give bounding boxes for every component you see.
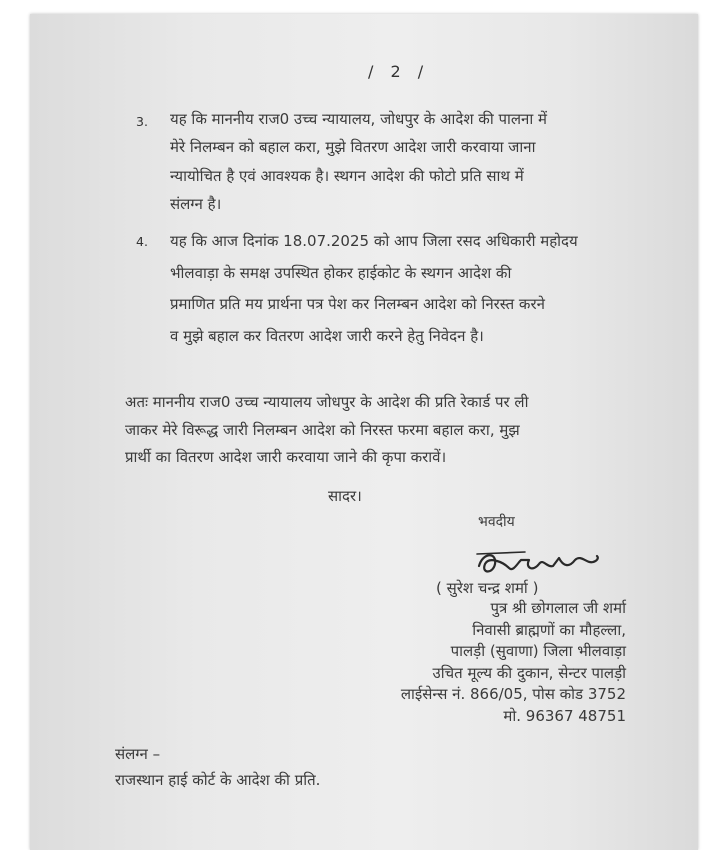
paragraph-line: प्रार्थी का वितरण आदेश जारी करवाया जाने की कृपा करावें। [125,448,447,466]
handwritten-signature [473,542,603,582]
yours-faithfully: भवदीय [478,514,515,530]
closing-text: सादर। [328,487,362,505]
point-paragraph [170,105,547,218]
point-number: 4. [136,234,148,249]
address-line: उचित मूल्य की दुकान, सेन्टर पालड़ी [432,663,626,682]
paragraph-line: अतः माननीय राज0 उच्च न्यायालय जोधपुर के आदेश की प्रति रेकार्ड पर ली [125,393,529,411]
page-number: / 2 / [368,62,430,81]
address-line: निवासी ब्राह्मणों का मौहल्ला, [472,620,626,639]
enclosure-label: संलग्न – [115,745,161,763]
signatory-address [400,598,626,727]
paragraph-line: मेरे निलम्बन को बहाल करा, मुझे वितरण आदेश जारी करवाया जाना [170,138,536,157]
address-line: पालड़ी (सुवाणा) जिला भीलवाड़ा [450,642,626,660]
paragraph-line: भीलवाड़ा के समक्ष उपस्थित होकर हाईकोट के स्थगन आदेश की [170,263,512,282]
address-line: लाईसेन्स नं. 866/05, पोस कोड 3752 [400,685,626,703]
paragraph-line: न्यायोचित है एवं आवश्यक है। स्थगन आदेश की फोटो प्रति साथ में [170,166,524,185]
conclusion-paragraph [125,389,528,472]
point-paragraph [170,226,578,352]
paragraph-line: जाकर मेरे विरूद्ध जारी निलम्बन आदेश को निरस्त फरमा बहाल करा, मुझ [125,420,520,439]
enclosure-item: राजस्थान हाई कोर्ट के आदेश की प्रति. [115,771,321,789]
paragraph-line: व मुझे बहाल कर वितरण आदेश जारी करने हेतु निवेदन है। [170,326,484,345]
paragraph-line: संलग्न है। [170,194,222,213]
address-line: पुत्र श्री छोगलाल जी शर्मा [490,599,626,617]
paragraph-line: यह कि आज दिनांक 18.07.2025 को आप जिला रसद अधिकारी महोदय [170,232,578,250]
point-number: 3. [136,114,148,129]
address-line: मो. 96367 48751 [503,706,626,725]
paragraph-line: प्रमाणित प्रति मय प्रार्थना पत्र पेश कर निलम्बन आदेश को निरस्त करने [170,295,545,313]
signatory-name: ( सुरेश चन्द्र शर्मा ) [436,579,539,597]
paragraph-line: यह कि माननीय राज0 उच्च न्यायालय, जोधपुर के आदेश की पालना में [170,110,548,128]
document-page [30,14,698,850]
